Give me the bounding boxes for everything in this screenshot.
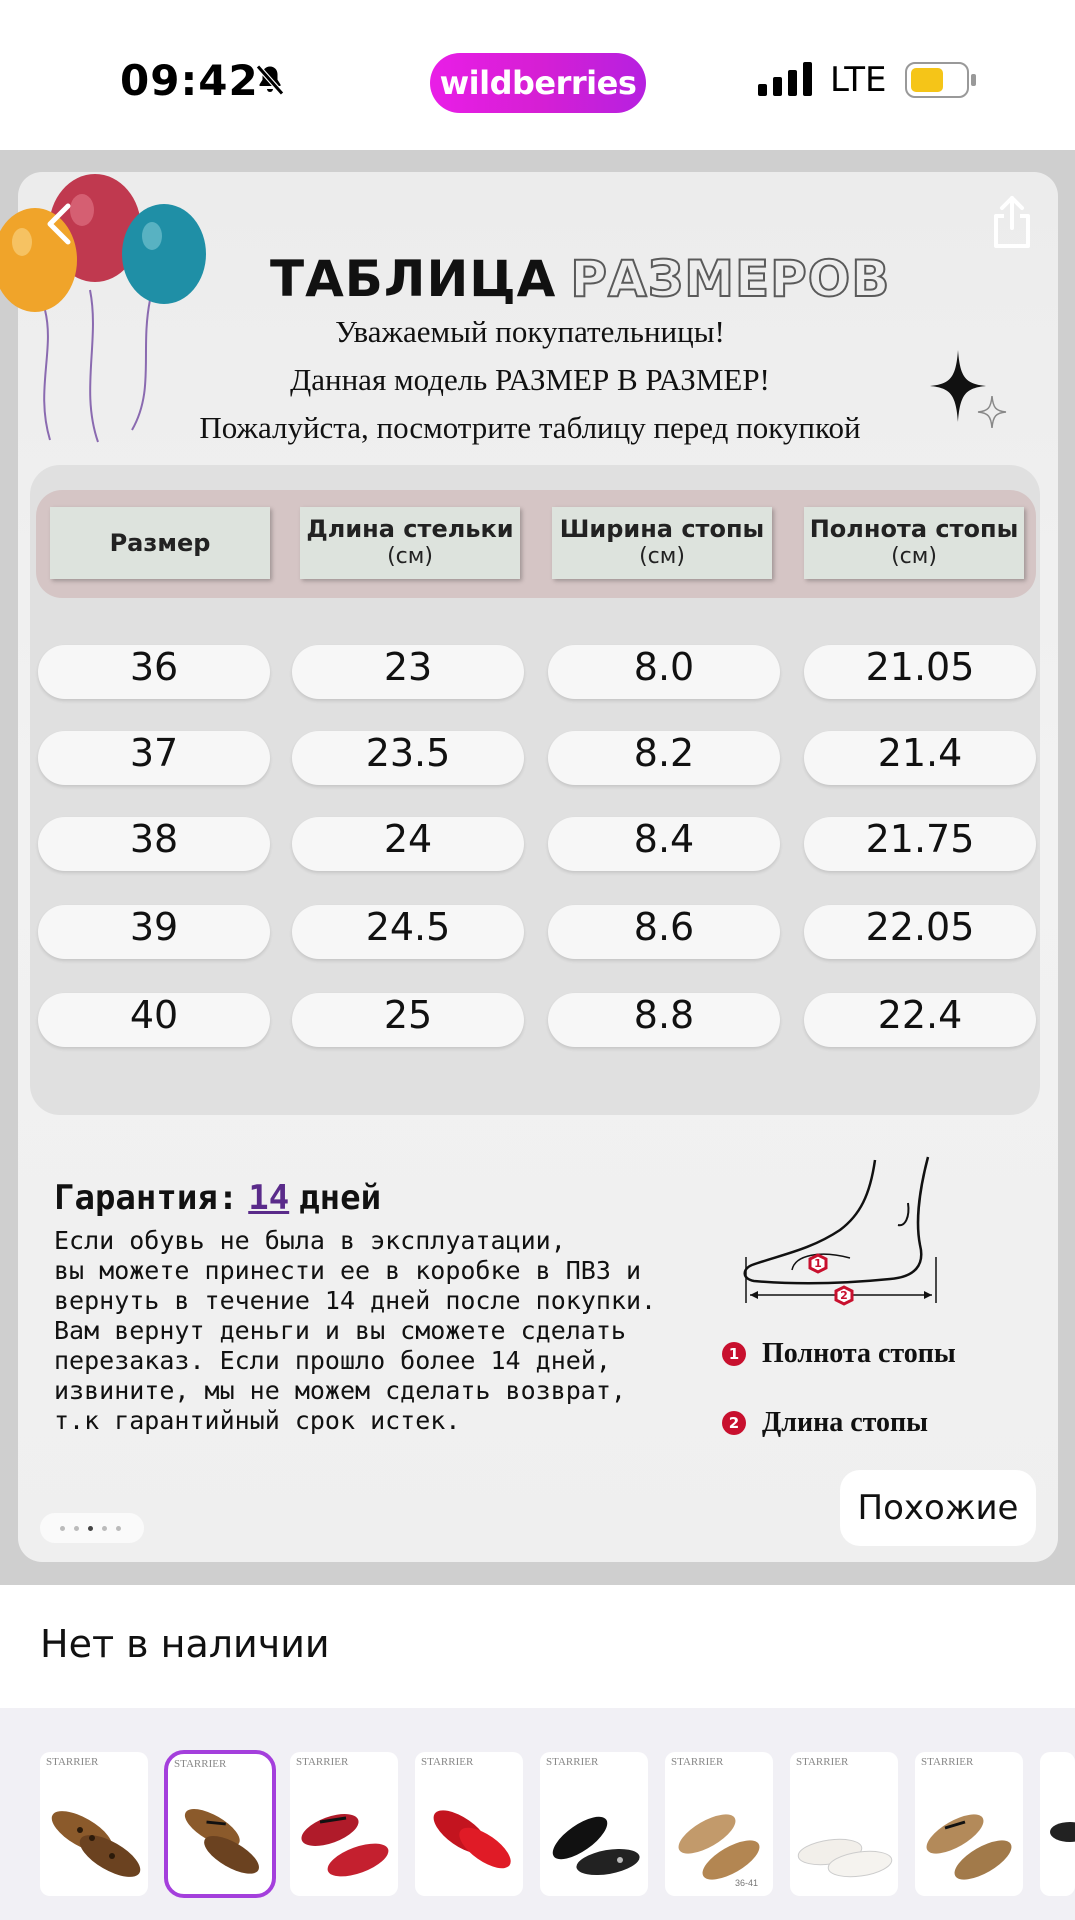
variant-thumbnail[interactable]: STARRIER — [790, 1752, 898, 1896]
shoe-image — [540, 1752, 648, 1896]
variant-thumbnail[interactable]: STARRIER — [915, 1752, 1023, 1896]
guarantee-text: Если обувь не была в эксплуатации, вы можете принести ее в коробке в ПВЗ и вернуть в течение 14 дней после покупки. Вам вернут деньги и вы сможете сделать перезаказ. Если прошло более 14 дней, извините, мы не можем сделать возврат, т.к гарантийный срок истек. — [54, 1226, 657, 1435]
legend-foot-length: 2 Длина стопы — [722, 1407, 928, 1439]
table-cell: 24 — [292, 817, 524, 871]
table-cell: 8.0 — [548, 645, 780, 699]
variant-thumbnails — [0, 1708, 1075, 1920]
table-cell: 22.05 — [804, 905, 1036, 959]
shoe-image — [40, 1752, 148, 1896]
table-cell: 23.5 — [292, 731, 524, 785]
similar-button[interactable]: Похожие — [840, 1470, 1036, 1546]
shoe-image — [790, 1752, 898, 1896]
table-cell: 37 — [38, 731, 270, 785]
variant-thumbnail[interactable]: STARRIER — [540, 1752, 648, 1896]
carousel-dot-active — [88, 1526, 93, 1531]
share-icon[interactable] — [988, 192, 1036, 252]
shoe-image — [665, 1752, 773, 1896]
shoe-image — [168, 1754, 272, 1894]
table-cell: 23 — [292, 645, 524, 699]
carousel-dot — [74, 1526, 79, 1531]
title-bold: ТАБЛИЦА — [270, 250, 557, 308]
shoe-image — [1040, 1752, 1075, 1896]
table-cell: 25 — [292, 993, 524, 1047]
size-table-title — [270, 250, 890, 308]
guarantee-title: Гарантия: 14 дней — [54, 1178, 382, 1218]
table-cell: 21.4 — [804, 731, 1036, 785]
foot-measurement-diagram — [740, 1155, 960, 1325]
balloons-illustration — [0, 170, 220, 450]
shoe-image — [290, 1752, 398, 1896]
battery-icon — [905, 62, 977, 98]
carousel-dot — [116, 1526, 121, 1531]
variant-thumbnail[interactable]: STARRIER 36-41 — [665, 1752, 773, 1896]
bell-slash-icon — [252, 62, 288, 98]
shoe-image — [415, 1752, 523, 1896]
intro-line-2: Данная модель РАЗМЕР В РАЗМЕР! — [290, 362, 770, 397]
carousel-dot — [60, 1526, 65, 1531]
table-cell: 40 — [38, 993, 270, 1047]
carousel-dot — [102, 1526, 107, 1531]
table-cell: 8.4 — [548, 817, 780, 871]
variant-thumbnail[interactable]: STARRIER — [290, 1752, 398, 1896]
table-cell: 22.4 — [804, 993, 1036, 1047]
chevron-left-icon[interactable] — [40, 200, 80, 248]
table-cell: 21.05 — [804, 645, 1036, 699]
legend-foot-girth: 1 Полнота стопы — [722, 1338, 956, 1370]
header-foot-width: Ширина стопы (см) — [552, 507, 772, 579]
brand-logo: wildberries — [430, 53, 646, 113]
header-foot-girth: Полнота стопы (см) — [804, 507, 1024, 579]
signal-bars-icon — [758, 62, 814, 96]
variant-thumbnail[interactable] — [1040, 1752, 1075, 1896]
svg-text:1: 1 — [814, 1257, 822, 1270]
status-bar — [0, 0, 1075, 150]
table-cell: 21.75 — [804, 817, 1036, 871]
carousel-dots — [40, 1513, 144, 1543]
table-cell: 8.6 — [548, 905, 780, 959]
variant-thumbnail[interactable]: STARRIER — [40, 1752, 148, 1896]
variant-thumbnail-selected[interactable]: STARRIER — [164, 1750, 276, 1898]
table-cell: 24.5 — [292, 905, 524, 959]
intro-line-3: Пожалуйста, посмотрите таблицу перед покупкой — [199, 410, 861, 445]
table-cell: 36 — [38, 645, 270, 699]
header-size: Размер — [50, 507, 270, 579]
table-cell: 39 — [38, 905, 270, 959]
intro-line-1: Уважаемый покупательницы! — [335, 314, 725, 349]
shoe-image — [915, 1752, 1023, 1896]
header-insole-length: Длина стельки (см) — [300, 507, 520, 579]
network-type: LTE — [830, 60, 887, 100]
svg-text:2: 2 — [840, 1289, 848, 1302]
title-outline: РАЗМЕРОВ — [570, 250, 891, 308]
table-cell: 8.8 — [548, 993, 780, 1047]
stock-status: Нет в наличии — [40, 1622, 330, 1666]
sparkle-icon — [930, 350, 1010, 440]
table-cell: 38 — [38, 817, 270, 871]
variant-thumbnail[interactable]: STARRIER — [415, 1752, 523, 1896]
status-time: 09:42 — [120, 56, 259, 105]
table-cell: 8.2 — [548, 731, 780, 785]
